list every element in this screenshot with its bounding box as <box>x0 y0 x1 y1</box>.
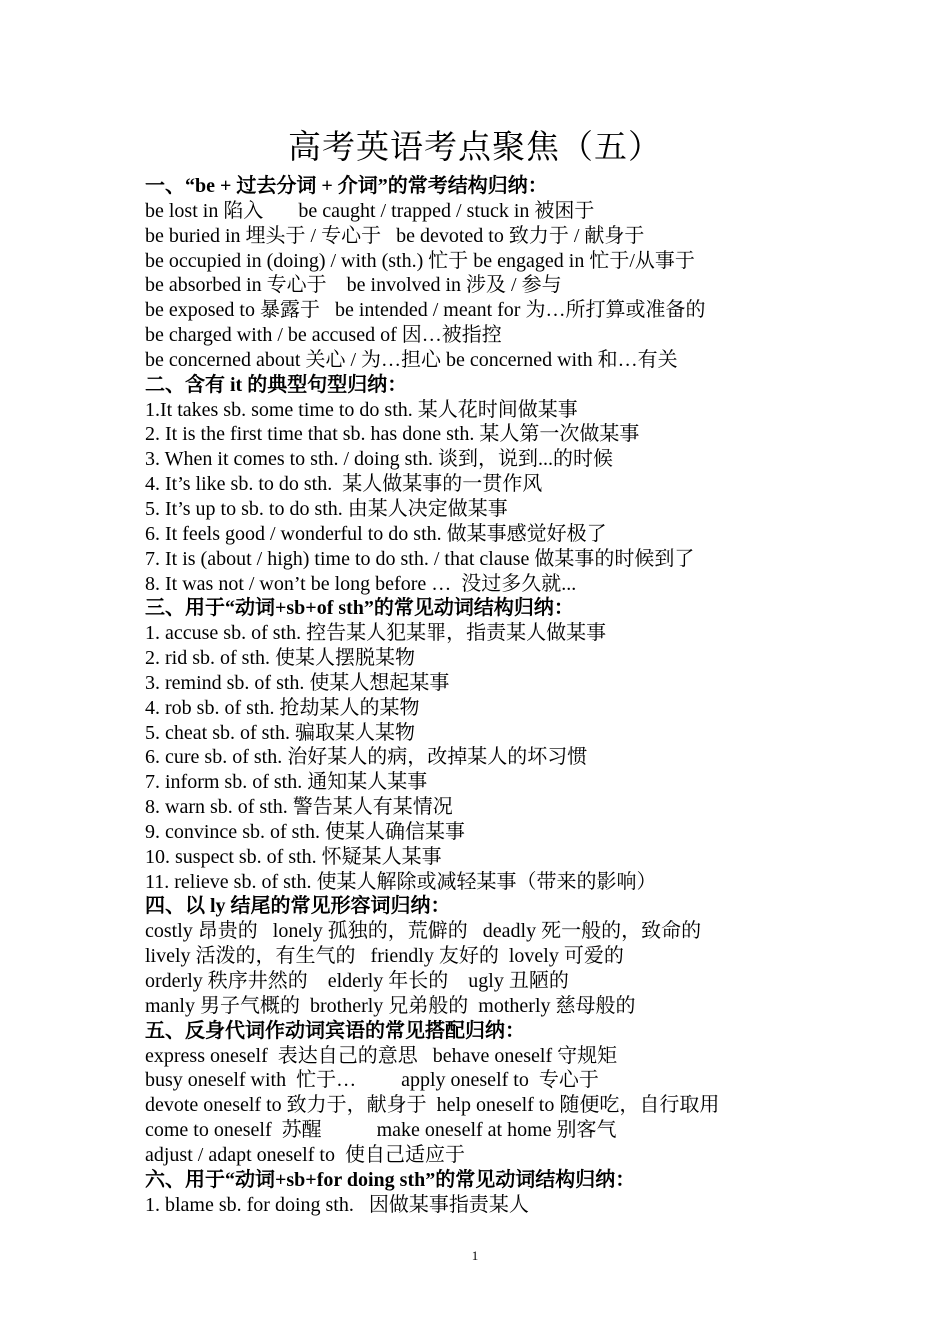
section-heading: 二、含有 it 的典型句型归纳： <box>145 373 408 396</box>
list-item: 8. warn sb. of sth. 警告某人有某情况 <box>145 796 453 819</box>
list-item: 11. relieve sb. of sth. 使某人解除或减轻某事（带来的影响） <box>145 870 657 893</box>
list-item: 1. accuse sb. of sth. 控告某人犯某罪，指责某人做某事 <box>145 622 607 645</box>
list-item: 9. convince sb. of sth. 使某人确信某事 <box>145 820 465 843</box>
list-item: busy oneself with 忙于… apply oneself to 专心于 <box>145 1069 599 1092</box>
list-item: be occupied in (doing) / with (sth.) 忙于 be engaged in 忙于/从事于 <box>145 249 695 272</box>
list-item: express oneself 表达自己的意思 behave oneself 守规矩 <box>145 1044 618 1067</box>
list-item: orderly 秩序井然的 elderly 年长的 ugly 丑陋的 <box>145 970 569 992</box>
list-item: devote oneself to 致力于，献身于 help oneself to 随便吃，自行取用 <box>145 1094 720 1117</box>
list-item: lively 活泼的，有生气的 friendly 友好的 lovely 可爱的 <box>145 945 624 968</box>
list-item: 2. It is the first time that sb. has done sth. 某人第一次做某事 <box>145 423 640 446</box>
list-item: 6. It feels good / wonderful to do sth. 做某事感觉好极了 <box>145 522 607 545</box>
list-item: 3. remind sb. of sth. 使某人想起某事 <box>145 671 450 694</box>
section-heading: 三、用于“动词+sb+of sth”的常见动词结构归纳： <box>145 597 574 620</box>
list-item: 5. cheat sb. of sth. 骗取某人某物 <box>145 721 415 744</box>
list-item: 5. It’s up to sb. to do sth. 由某人决定做某事 <box>145 497 508 520</box>
list-item: 4. It’s like sb. to do sth. 某人做某事的一贯作风 <box>145 473 543 496</box>
list-item: be absorbed in 专心于 be involved in 涉及 / 参与 <box>145 274 562 297</box>
section-heading: 四、以 ly 结尾的常见形容词归纳： <box>145 895 451 918</box>
list-item: 1.It takes sb. some time to do sth. 某人花时间做某事 <box>145 398 578 421</box>
list-item: 6. cure sb. of sth. 治好某人的病，改掉某人的坏习惯 <box>145 746 588 769</box>
list-item: come to oneself 苏醒 make oneself at home 别客气 <box>145 1119 617 1142</box>
list-item: adjust / adapt oneself to 使自己适应于 <box>145 1143 465 1166</box>
list-item: 8. It was not / won’t be long before … 没过多久就... <box>145 572 577 595</box>
document-title: 高考英语考点聚焦（五） <box>288 130 662 166</box>
list-item: 7. inform sb. of sth. 通知某人某事 <box>145 771 428 794</box>
section-heading: 一、“be + 过去分词 + 介词”的常考结构归纳： <box>145 175 548 197</box>
page-number: 1 <box>471 1248 479 1263</box>
list-item: 1. blame sb. for doing sth. 因做某事指责某人 <box>145 1193 529 1216</box>
list-item: be exposed to 暴露于 be intended / meant for 为…所打算或准备的 <box>145 299 706 322</box>
list-item: be charged with / be accused of 因…被指控 <box>145 324 502 347</box>
list-item: 7. It is (about / high) time to do sth. / that clause 做某事的时候到了 <box>145 547 695 570</box>
list-item: 10. suspect sb. of sth. 怀疑某人某事 <box>145 845 442 868</box>
section-heading: 五、反身代词作动词宾语的常见搭配归纳： <box>145 1019 525 1042</box>
list-item: costly 昂贵的 lonely 孤独的，荒僻的 deadly 死一般的，致命的 <box>145 920 702 943</box>
list-item: be lost in 陷入 be caught / trapped / stuck in 被困于 <box>145 199 595 222</box>
section-heading: 六、用于“动词+sb+for doing sth”的常见动词结构归纳： <box>145 1168 636 1191</box>
list-item: manly 男子气概的 brotherly 兄弟般的 motherly 慈母般的 <box>145 994 636 1017</box>
list-item: 2. rid sb. of sth. 使某人摆脱某物 <box>145 647 415 670</box>
list-item: be concerned about 关心 / 为…担心 be concerned with 和…有关 <box>145 348 678 371</box>
document-body <box>145 174 865 1217</box>
list-item: 4. rob sb. of sth. 抢劫某人的某物 <box>145 696 420 719</box>
list-item: be buried in 埋头于 / 专心于 be devoted to 致力于 / 献身于 <box>145 224 645 247</box>
list-item: 3. When it comes to sth. / doing sth. 谈到，说到...的时候 <box>145 448 613 471</box>
